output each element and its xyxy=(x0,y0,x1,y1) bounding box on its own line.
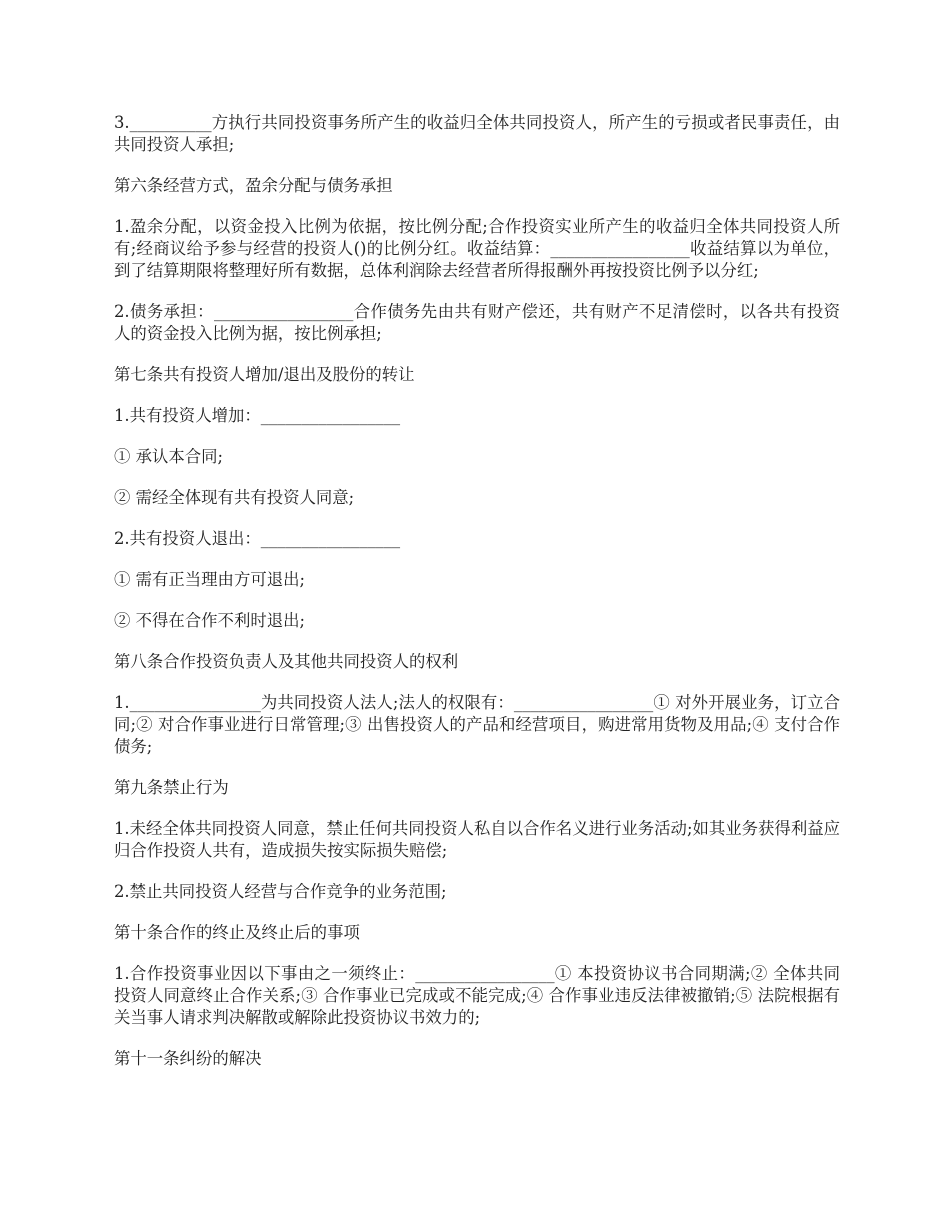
clause-no-private-business: 1.未经全体共同投资人同意，禁止任何共同投资人私自以合作名义进行业务活动;如其业务获得利益应归合作投资人共有，造成损失按实际损失赔偿; xyxy=(114,819,840,860)
item-require-consent: ② 需经全体现有共有投资人同意; xyxy=(114,488,355,507)
clause-debt-bearing: 2.债务承担：_________________合作债务先由共有财产偿还，共有财产不足清偿时，以各共有投资人的资金投入比例为据，按比例承担; xyxy=(114,302,840,343)
clause-legal-person-powers: 1.________________为共同投资人法人;法人的权限有：_________________① 对外开展业务，订立合同;② 对合作事业进行日常管理;③ 出售投资人的产品和经营项目，购进常用货物及用品;④ 支付合作债务; xyxy=(114,693,840,756)
item-no-exit-unfavorable: ② 不得在合作不利时退出; xyxy=(114,611,306,630)
clause-termination-reasons: 1.合作投资事业因以下事由之一须终止：_________________① 本投资协议书合同期满;② 全体共同投资人同意终止合作关系;③ 合作事业已完成或不能完成;④ 合作事业违反法律被撤销;⑤ 法院根据有关当事人请求判决解散或解除此投资协议书效力的; xyxy=(114,964,840,1027)
clause-3-profit-loss: 3.__________方执行共同投资事务所产生的收益归全体共同投资人，所产生的亏损或者民事责任，由共同投资人承担; xyxy=(114,113,840,154)
article-6-heading: 第六条经营方式，盈余分配与债务承担 xyxy=(114,176,393,195)
article-11-heading: 第十一条纠纷的解决 xyxy=(114,1049,262,1068)
article-8-heading: 第八条合作投资负责人及其他共同投资人的权利 xyxy=(114,652,459,671)
item-accept-contract: ① 承认本合同; xyxy=(114,447,224,466)
article-10-heading: 第十条合作的终止及终止后的事项 xyxy=(114,923,360,942)
document-page xyxy=(114,112,840,1089)
item-legitimate-reason: ① 需有正当理由方可退出; xyxy=(114,570,306,589)
clause-no-competition: 2.禁止共同投资人经营与合作竞争的业务范围; xyxy=(114,882,447,901)
clause-profit-distribution: 1.盈余分配，以资金投入比例为依据，按比例分配;合作投资实业所产生的收益归全体共同投资人所有;经商议给予参与经营的投资人()的比例分红。收益结算：_________________收益结算以为单位，到了结算期限将整理好所有数据，总体利润除去经营者所得报酬外再按投资比例予以分红; xyxy=(114,217,840,280)
clause-investor-exit: 2.共有投资人退出：_________________ xyxy=(114,529,401,548)
clause-investor-addition: 1.共有投资人增加：_________________ xyxy=(114,406,401,425)
article-9-heading: 第九条禁止行为 xyxy=(114,778,229,797)
article-7-heading: 第七条共有投资人增加/退出及股份的转让 xyxy=(114,365,415,384)
